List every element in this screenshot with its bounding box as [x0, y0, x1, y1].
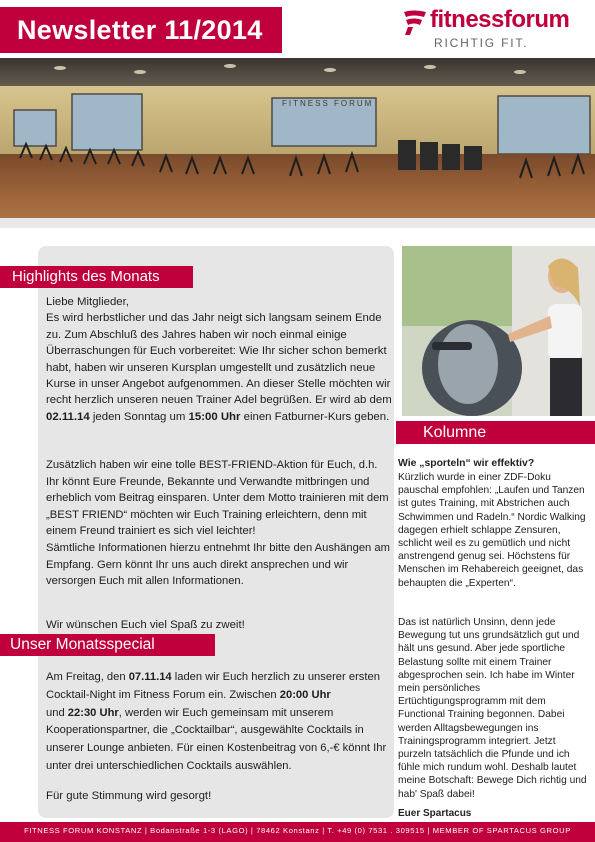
- event-start-time: 20:00 Uhr: [279, 688, 331, 701]
- event-date: 07.11.14: [128, 671, 172, 683]
- special-paragraph: Am Freitag, den 07.11.14 laden wir Euch herzlich zu unserer ersten Cocktail-Night im Fitness Forum ein. Zwischen 20:00 Uhr und 22:30 Uhr, werden wir Euch gemeinsam mit unserem Kooperationspartner, die „Cocktailbar“, ausgewählte Cocktails in unserer Lounge anbieten. Für einen Kostenbeitrag von 6,-€ könnt Ihr unter drei unterschiedlichen Cocktails auswählen.: [46, 671, 387, 772]
- best-friend-paragraph: Zusätzlich haben wir eine tolle BEST-FRIEND-Aktion für Euch, d.h. Ihr könnt Eure Freunde, Bekannte und Verwandte mitbringen und erheblich vom Beitrag einsparen. Unter dem Motto trainieren mit dem „BEST FRIEND“ möchten wir Euch Training erleichtern, denn mit einem Freund trainiert es sich viel leichter!: [46, 459, 389, 538]
- course-time: 15:00 Uhr: [188, 410, 241, 423]
- course-start-date: 02.11.14: [46, 410, 90, 423]
- kolumne-paragraph-2: Das ist natürlich Unsinn, denn jede Bewegung tut uns grundsätzlich gut und hält uns gesund. Aber jede sportliche Belastung sollte mit einem Trainer abgesprochen sein. Ich habe im Winter mein persönliches Ertüchtigungsprogramm mit dem Functional Training begonnen. Dabei werden Alltagsbewegungen ins Trainingsprogramm integriert. Jetzt purzeln tatsächlich die Pfunde und ich fühle mich rundum wohl. Deshalb lautet meine Botschaft: Bewege Dich richtig und hab' Spaß dabei!: [398, 617, 587, 800]
- highlights-intro-text: [46, 294, 392, 425]
- footer-contact: FITNESS FORUM KONSTANZ | Bodanstraße 1-3 (LAGO) | 78462 Konstanz | T. +49 (0) 7531 . 309515 | MEMBER OF SPARTACUS GROUP: [0, 822, 595, 842]
- special-heading: Unser Monatsspecial: [0, 634, 215, 656]
- logo-tagline: RICHTIG FIT.: [434, 36, 529, 50]
- event-end-time: 22:30 Uhr: [67, 706, 119, 719]
- highlights-heading: Highlights des Monats: [0, 266, 193, 288]
- greeting: Liebe Mitglieder,: [46, 296, 129, 308]
- kolumne-heading: Kolumne: [396, 421, 595, 444]
- gym-panorama-photo: [0, 58, 595, 228]
- info-paragraph: Sämtliche Informationen hierzu entnehmt Ihr bitte den Aushängen am Empfang. Gern könnt Ihr uns auch direkt ansprechen und wir versorgen Euch mit allen Informationen.: [46, 541, 390, 588]
- special-closing: Für gute Stimmung wird gesorgt!: [46, 790, 212, 802]
- logo-wordmark: fitnessforum: [430, 6, 570, 33]
- trainer-photo: [402, 246, 595, 416]
- fitnessforum-logo-icon: [400, 8, 430, 36]
- fitnessforum-logo[interactable]: [400, 6, 592, 54]
- kolumne-paragraph-1: Kürzlich wurde in einer ZDF-Doku pauschal empfohlen: „Laufen und Tanzen ist gutes Training, mit Abstrichen auch Schwimmen und Radeln.“ Nordic Walking dagegen erhielt schlappe Zensuren, schlicht weil es zu gemütlich und nicht anstrengend genug sei. Höchstens für Menschen im Rehabereich geeignet, das behaupten die „Experten“.: [398, 472, 586, 589]
- kolumne-signature: Euer Spartacus: [398, 808, 472, 819]
- hero-window-text: FITNESS FORUM: [282, 99, 374, 108]
- kolumne-title: Wie „sporteln“ wir effektiv?: [398, 458, 535, 469]
- special-text: [46, 669, 392, 776]
- intro-paragraph: Es wird herbstlicher und das Jahr neigt sich langsam seinem Ende zu. Zum Abschluß des Jahres haben wir noch einmal einige Überraschungen für Euch vorbereitet: Wie Ihr sicher schon bemerkt habt, haben wir unseren Kursplan umgestellt und zusätzlich neue Kurse in unser Angebot aufgenommen. An dieser Stelle möchten wir recht herzlich unseren neuen Trainer Adel begrüßen. Er wird ab dem 02.11.14 jeden Sonntag um 15:00 Uhr einen Fatburner-Kurs geben.: [46, 312, 392, 423]
- wish-line: Wir wünschen Euch viel Spaß zu zweit!: [46, 619, 245, 631]
- newsletter-title: Newsletter 11/2014: [0, 7, 282, 53]
- best-friend-text: [46, 457, 392, 590]
